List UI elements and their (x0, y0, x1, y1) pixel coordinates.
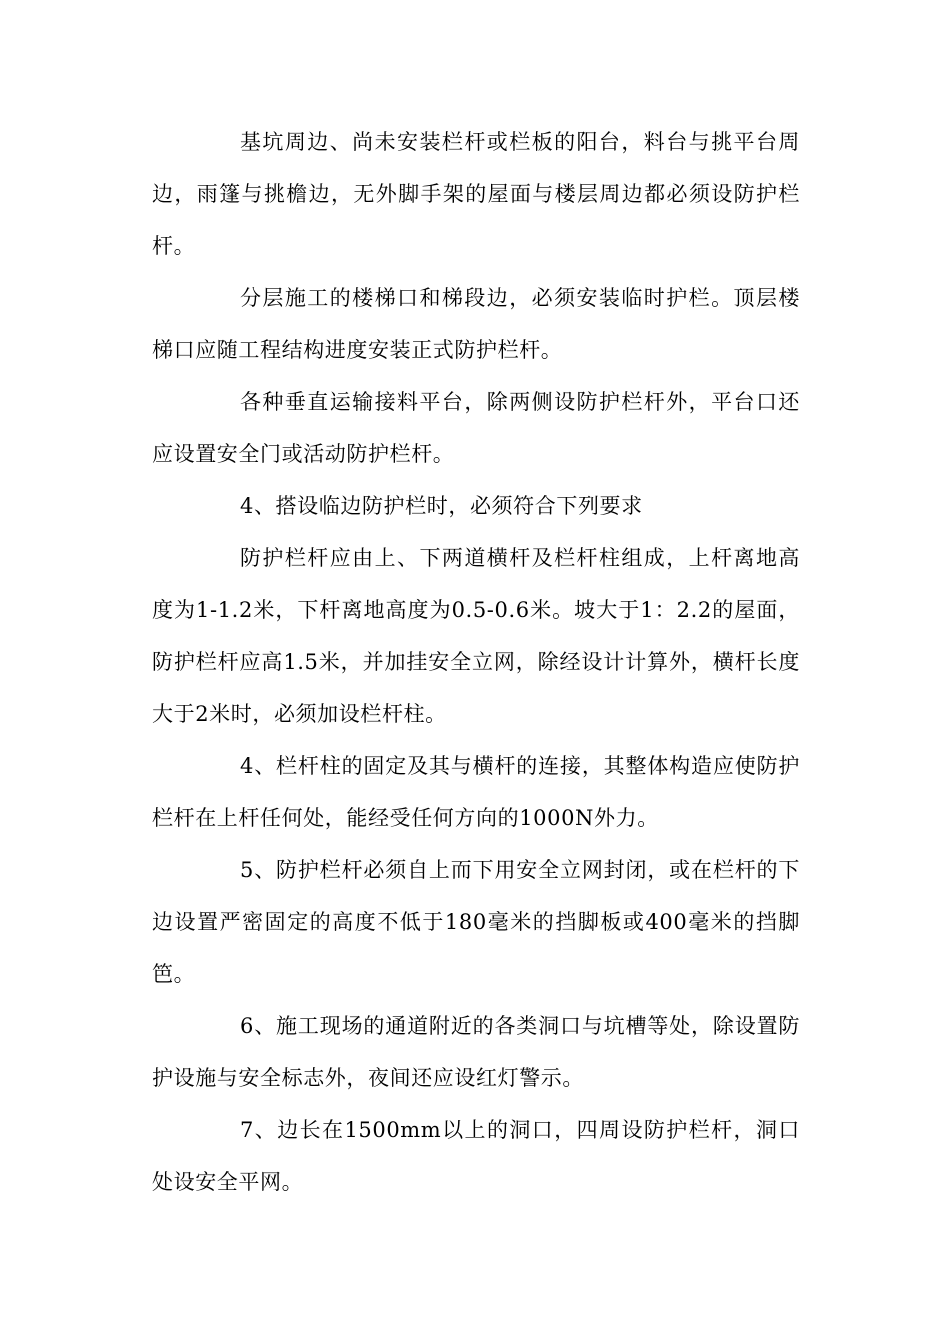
paragraph-8: 6、施工现场的通道附近的各类洞口与坑槽等处，除设置防护设施与安全标志外，夜间还应设红灯警示。 (152, 1014, 800, 1090)
paragraph-5: 防护栏杆应由上、下两道横杆及栏杆柱组成，上杆离地高度为1-1.2米，下杆离地高度为0.5-0.6米。坡大于1：2.2的屋面，防护栏杆应高1.5米，并加挂安全立网，除经设计计算外，横杆长度大于2米时，必须加设栏杆柱。 (152, 546, 800, 726)
paragraph-9: 7、边长在1500mm以上的洞口，四周设防护栏杆，洞口处设安全平网。 (152, 1118, 800, 1194)
paragraph-3: 各种垂直运输接料平台，除两侧设防护栏杆外，平台口还应设置安全门或活动防护栏杆。 (152, 390, 800, 466)
paragraph-4: 4、搭设临边防护栏时，必须符合下列要求 (240, 494, 643, 518)
paragraph-7: 5、防护栏杆必须自上而下用安全立网封闭，或在栏杆的下边设置严密固定的高度不低于180毫米的挡脚板或400毫米的挡脚笆。 (152, 858, 800, 986)
paragraph-2: 分层施工的楼梯口和梯段边，必须安装临时护栏。顶层楼梯口应随工程结构进度安装正式防护栏杆。 (152, 286, 800, 362)
paragraph-1: 基坑周边、尚未安装栏杆或栏板的阳台，料台与挑平台周边，雨篷与挑檐边，无外脚手架的屋面与楼层周边都必须设防护栏杆。 (152, 130, 800, 258)
paragraph-6: 4、栏杆柱的固定及其与横杆的连接，其整体构造应使防护栏杆在上杆任何处，能经受任何方向的1000N外力。 (152, 754, 800, 830)
document-body (152, 116, 800, 1208)
